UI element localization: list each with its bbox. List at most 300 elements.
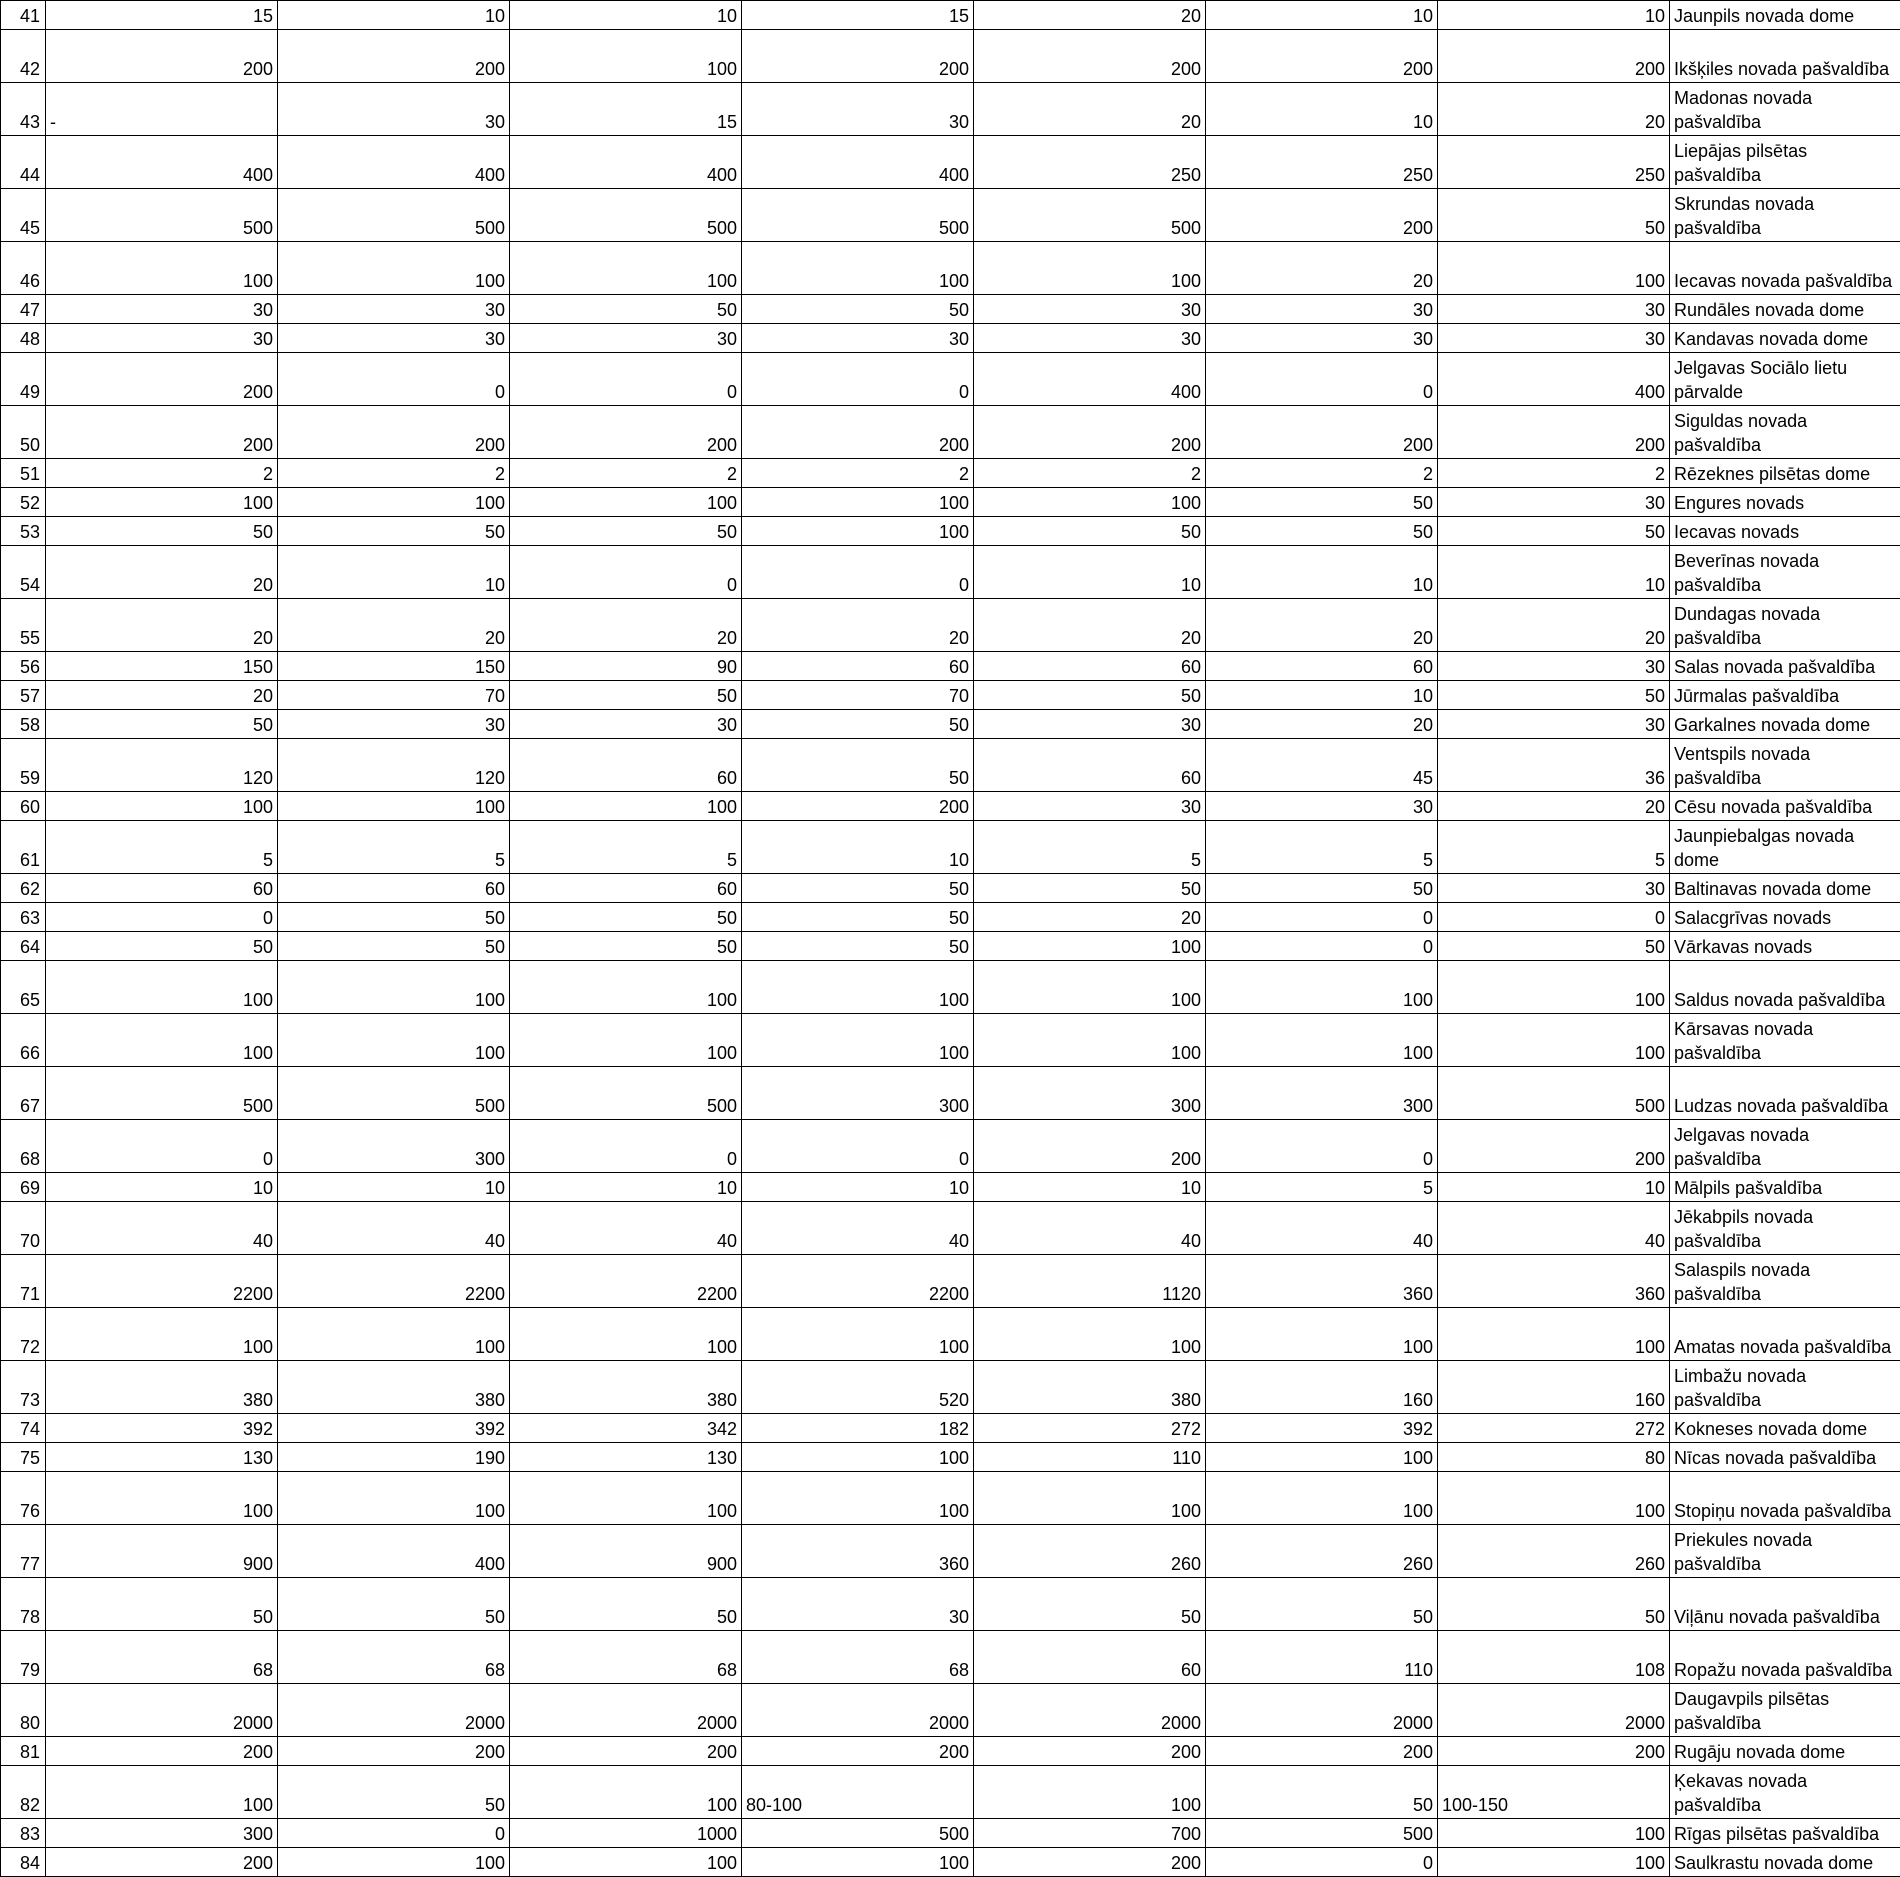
value-cell[interactable]: 70 — [742, 681, 974, 710]
value-cell[interactable]: 100 — [1438, 1308, 1670, 1361]
value-cell[interactable]: 10 — [1438, 1, 1670, 30]
value-cell[interactable]: 50 — [1438, 517, 1670, 546]
value-cell[interactable]: 80 — [1438, 1443, 1670, 1472]
value-cell[interactable]: 0 — [278, 1819, 510, 1848]
value-cell[interactable]: 50 — [742, 710, 974, 739]
value-cell[interactable]: 400 — [278, 136, 510, 189]
value-cell[interactable]: 30 — [1438, 488, 1670, 517]
value-cell[interactable]: 40 — [1206, 1202, 1438, 1255]
value-cell[interactable]: 130 — [46, 1443, 278, 1472]
value-cell[interactable]: 380 — [974, 1361, 1206, 1414]
value-cell[interactable]: 200 — [974, 406, 1206, 459]
row-number-cell[interactable]: 44 — [1, 136, 46, 189]
value-cell[interactable]: 0 — [742, 546, 974, 599]
municipality-name-cell[interactable]: Cēsu novada pašvaldība — [1670, 792, 1900, 821]
row-number-cell[interactable]: 53 — [1, 517, 46, 546]
value-cell[interactable]: 200 — [1206, 1737, 1438, 1766]
value-cell[interactable]: 50 — [278, 517, 510, 546]
row-number-cell[interactable]: 60 — [1, 792, 46, 821]
value-cell[interactable]: 200 — [974, 1737, 1206, 1766]
municipality-name-cell[interactable]: Saulkrastu novada dome — [1670, 1848, 1900, 1877]
value-cell[interactable]: 50 — [1438, 1578, 1670, 1631]
value-cell[interactable]: 200 — [742, 1737, 974, 1766]
value-cell[interactable]: 50 — [1206, 1766, 1438, 1819]
value-cell[interactable]: 900 — [510, 1525, 742, 1578]
row-number-cell[interactable]: 45 — [1, 189, 46, 242]
value-cell[interactable]: 40 — [278, 1202, 510, 1255]
value-cell[interactable]: 100 — [1438, 1848, 1670, 1877]
value-cell[interactable]: 200 — [46, 1848, 278, 1877]
value-cell[interactable]: 200 — [278, 30, 510, 83]
value-cell[interactable]: 50 — [742, 903, 974, 932]
value-cell[interactable]: 200 — [1438, 30, 1670, 83]
row-number-cell[interactable]: 82 — [1, 1766, 46, 1819]
row-number-cell[interactable]: 48 — [1, 324, 46, 353]
value-cell[interactable]: 0 — [1206, 1848, 1438, 1877]
municipality-name-cell[interactable]: Mālpils pašvaldība — [1670, 1173, 1900, 1202]
value-cell[interactable]: 30 — [510, 710, 742, 739]
value-cell[interactable]: 30 — [1206, 324, 1438, 353]
value-cell[interactable]: 5 — [1206, 821, 1438, 874]
value-cell[interactable]: 50 — [46, 710, 278, 739]
value-cell[interactable]: 100 — [1438, 1819, 1670, 1848]
value-cell[interactable]: 260 — [1438, 1525, 1670, 1578]
value-cell[interactable]: 400 — [974, 353, 1206, 406]
value-cell[interactable]: 2 — [1206, 459, 1438, 488]
value-cell[interactable]: 500 — [1206, 1819, 1438, 1848]
municipality-name-cell[interactable]: Baltinavas novada dome — [1670, 874, 1900, 903]
value-cell[interactable]: 2000 — [1206, 1684, 1438, 1737]
value-cell[interactable]: 30 — [1438, 652, 1670, 681]
value-cell[interactable]: 100 — [46, 1308, 278, 1361]
value-cell[interactable]: 50 — [742, 295, 974, 324]
value-cell[interactable]: 100 — [278, 1014, 510, 1067]
value-cell[interactable]: 10 — [974, 546, 1206, 599]
value-cell[interactable]: 500 — [1438, 1067, 1670, 1120]
value-cell[interactable]: 20 — [742, 599, 974, 652]
value-cell[interactable]: 160 — [1438, 1361, 1670, 1414]
value-cell[interactable]: 100 — [46, 1014, 278, 1067]
row-number-cell[interactable]: 52 — [1, 488, 46, 517]
value-cell[interactable]: 100 — [278, 1308, 510, 1361]
value-cell[interactable]: 20 — [1438, 792, 1670, 821]
value-cell[interactable]: 150 — [278, 652, 510, 681]
row-number-cell[interactable]: 80 — [1, 1684, 46, 1737]
row-number-cell[interactable]: 73 — [1, 1361, 46, 1414]
value-cell[interactable]: 10 — [742, 1173, 974, 1202]
value-cell[interactable]: 40 — [46, 1202, 278, 1255]
value-cell[interactable]: 110 — [974, 1443, 1206, 1472]
value-cell[interactable]: 0 — [46, 903, 278, 932]
value-cell[interactable]: 100 — [742, 961, 974, 1014]
value-cell[interactable]: 400 — [510, 136, 742, 189]
value-cell[interactable]: - — [46, 83, 278, 136]
municipality-name-cell[interactable]: Siguldas novada pašvaldība — [1670, 406, 1900, 459]
value-cell[interactable]: 100 — [742, 1014, 974, 1067]
value-cell[interactable]: 360 — [1206, 1255, 1438, 1308]
value-cell[interactable]: 60 — [974, 652, 1206, 681]
value-cell[interactable]: 100 — [974, 488, 1206, 517]
value-cell[interactable]: 100 — [974, 932, 1206, 961]
value-cell[interactable]: 50 — [46, 1578, 278, 1631]
value-cell[interactable]: 200 — [278, 406, 510, 459]
municipality-name-cell[interactable]: Priekules novada pašvaldība — [1670, 1525, 1900, 1578]
value-cell[interactable]: 250 — [1206, 136, 1438, 189]
row-number-cell[interactable]: 65 — [1, 961, 46, 1014]
value-cell[interactable]: 110 — [1206, 1631, 1438, 1684]
municipality-name-cell[interactable]: Ludzas novada pašvaldība — [1670, 1067, 1900, 1120]
row-number-cell[interactable]: 54 — [1, 546, 46, 599]
value-cell[interactable]: 500 — [510, 189, 742, 242]
value-cell[interactable]: 50 — [278, 932, 510, 961]
municipality-name-cell[interactable]: Daugavpils pilsētas pašvaldība — [1670, 1684, 1900, 1737]
value-cell[interactable]: 10 — [1438, 1173, 1670, 1202]
value-cell[interactable]: 100 — [46, 961, 278, 1014]
value-cell[interactable]: 0 — [1206, 353, 1438, 406]
value-cell[interactable]: 120 — [46, 739, 278, 792]
value-cell[interactable]: 100-150 — [1438, 1766, 1670, 1819]
value-cell[interactable]: 2000 — [1438, 1684, 1670, 1737]
value-cell[interactable]: 10 — [510, 1173, 742, 1202]
value-cell[interactable]: 400 — [1438, 353, 1670, 406]
value-cell[interactable]: 10 — [278, 546, 510, 599]
row-number-cell[interactable]: 69 — [1, 1173, 46, 1202]
value-cell[interactable]: 200 — [278, 1737, 510, 1766]
value-cell[interactable]: 100 — [742, 1848, 974, 1877]
value-cell[interactable]: 200 — [1206, 30, 1438, 83]
value-cell[interactable]: 392 — [46, 1414, 278, 1443]
value-cell[interactable]: 60 — [510, 874, 742, 903]
municipality-name-cell[interactable]: Engures novads — [1670, 488, 1900, 517]
value-cell[interactable]: 50 — [510, 295, 742, 324]
value-cell[interactable]: 100 — [742, 517, 974, 546]
value-cell[interactable]: 70 — [278, 681, 510, 710]
value-cell[interactable]: 100 — [974, 1766, 1206, 1819]
value-cell[interactable]: 100 — [46, 792, 278, 821]
value-cell[interactable]: 30 — [46, 295, 278, 324]
value-cell[interactable]: 2 — [510, 459, 742, 488]
value-cell[interactable]: 50 — [510, 932, 742, 961]
value-cell[interactable]: 10 — [278, 1, 510, 30]
value-cell[interactable]: 100 — [1206, 1014, 1438, 1067]
value-cell[interactable]: 100 — [278, 961, 510, 1014]
value-cell[interactable]: 30 — [1438, 324, 1670, 353]
value-cell[interactable]: 0 — [1206, 1120, 1438, 1173]
value-cell[interactable]: 250 — [974, 136, 1206, 189]
value-cell[interactable]: 100 — [46, 1472, 278, 1525]
value-cell[interactable]: 20 — [1438, 83, 1670, 136]
value-cell[interactable]: 50 — [742, 932, 974, 961]
value-cell[interactable]: 50 — [742, 739, 974, 792]
value-cell[interactable]: 30 — [742, 324, 974, 353]
value-cell[interactable]: 100 — [510, 1014, 742, 1067]
row-number-cell[interactable]: 66 — [1, 1014, 46, 1067]
value-cell[interactable]: 40 — [510, 1202, 742, 1255]
value-cell[interactable]: 30 — [742, 83, 974, 136]
municipality-name-cell[interactable]: Vārkavas novads — [1670, 932, 1900, 961]
value-cell[interactable]: 45 — [1206, 739, 1438, 792]
value-cell[interactable]: 100 — [1206, 961, 1438, 1014]
value-cell[interactable]: 272 — [1438, 1414, 1670, 1443]
value-cell[interactable]: 250 — [1438, 136, 1670, 189]
value-cell[interactable]: 30 — [1206, 295, 1438, 324]
value-cell[interactable]: 30 — [1438, 874, 1670, 903]
value-cell[interactable]: 30 — [278, 295, 510, 324]
value-cell[interactable]: 200 — [46, 406, 278, 459]
value-cell[interactable]: 2 — [742, 459, 974, 488]
value-cell[interactable]: 400 — [742, 136, 974, 189]
value-cell[interactable]: 0 — [742, 353, 974, 406]
value-cell[interactable]: 50 — [1206, 517, 1438, 546]
row-number-cell[interactable]: 78 — [1, 1578, 46, 1631]
value-cell[interactable]: 30 — [510, 324, 742, 353]
municipality-name-cell[interactable]: Salacgrīvas novads — [1670, 903, 1900, 932]
value-cell[interactable]: 30 — [46, 324, 278, 353]
value-cell[interactable]: 300 — [974, 1067, 1206, 1120]
value-cell[interactable]: 100 — [510, 1766, 742, 1819]
municipality-name-cell[interactable]: Stopiņu novada pašvaldība — [1670, 1472, 1900, 1525]
value-cell[interactable]: 50 — [46, 932, 278, 961]
row-number-cell[interactable]: 72 — [1, 1308, 46, 1361]
value-cell[interactable]: 100 — [46, 1766, 278, 1819]
value-cell[interactable]: 100 — [742, 488, 974, 517]
row-number-cell[interactable]: 59 — [1, 739, 46, 792]
municipality-name-cell[interactable]: Kokneses novada dome — [1670, 1414, 1900, 1443]
row-number-cell[interactable]: 57 — [1, 681, 46, 710]
value-cell[interactable]: 50 — [278, 1766, 510, 1819]
row-number-cell[interactable]: 46 — [1, 242, 46, 295]
value-cell[interactable]: 360 — [742, 1525, 974, 1578]
row-number-cell[interactable]: 77 — [1, 1525, 46, 1578]
value-cell[interactable]: 20 — [974, 599, 1206, 652]
value-cell[interactable]: 68 — [510, 1631, 742, 1684]
row-number-cell[interactable]: 50 — [1, 406, 46, 459]
value-cell[interactable]: 15 — [46, 1, 278, 30]
value-cell[interactable]: 100 — [510, 242, 742, 295]
value-cell[interactable]: 100 — [1206, 1308, 1438, 1361]
value-cell[interactable]: 5 — [1206, 1173, 1438, 1202]
value-cell[interactable]: 50 — [974, 681, 1206, 710]
value-cell[interactable]: 2 — [46, 459, 278, 488]
value-cell[interactable]: 20 — [46, 681, 278, 710]
row-number-cell[interactable]: 79 — [1, 1631, 46, 1684]
value-cell[interactable]: 400 — [46, 136, 278, 189]
municipality-name-cell[interactable]: Iecavas novads — [1670, 517, 1900, 546]
value-cell[interactable]: 200 — [1206, 189, 1438, 242]
value-cell[interactable]: 15 — [742, 1, 974, 30]
value-cell[interactable]: 200 — [974, 1120, 1206, 1173]
value-cell[interactable]: 50 — [974, 1578, 1206, 1631]
value-cell[interactable]: 300 — [46, 1819, 278, 1848]
value-cell[interactable]: 5 — [46, 821, 278, 874]
value-cell[interactable]: 190 — [278, 1443, 510, 1472]
value-cell[interactable]: 2 — [1438, 459, 1670, 488]
municipality-name-cell[interactable]: Jaunpiebalgas novada dome — [1670, 821, 1900, 874]
value-cell[interactable]: 100 — [278, 242, 510, 295]
value-cell[interactable]: 30 — [974, 295, 1206, 324]
value-cell[interactable]: 2000 — [742, 1684, 974, 1737]
value-cell[interactable]: 500 — [742, 1819, 974, 1848]
value-cell[interactable]: 2200 — [278, 1255, 510, 1308]
value-cell[interactable]: 100 — [278, 488, 510, 517]
municipality-name-cell[interactable]: Iecavas novada pašvaldība — [1670, 242, 1900, 295]
value-cell[interactable]: 50 — [1206, 1578, 1438, 1631]
value-cell[interactable]: 40 — [742, 1202, 974, 1255]
value-cell[interactable]: 2200 — [510, 1255, 742, 1308]
value-cell[interactable]: 90 — [510, 652, 742, 681]
value-cell[interactable]: 130 — [510, 1443, 742, 1472]
municipality-name-cell[interactable]: Salaspils novada pašvaldība — [1670, 1255, 1900, 1308]
municipality-name-cell[interactable]: Nīcas novada pašvaldība — [1670, 1443, 1900, 1472]
municipality-name-cell[interactable]: Ikšķiles novada pašvaldība — [1670, 30, 1900, 83]
value-cell[interactable]: 0 — [1206, 932, 1438, 961]
value-cell[interactable]: 100 — [46, 488, 278, 517]
value-cell[interactable]: 100 — [510, 1848, 742, 1877]
value-cell[interactable]: 50 — [510, 903, 742, 932]
value-cell[interactable]: 100 — [1438, 1014, 1670, 1067]
value-cell[interactable]: 2 — [278, 459, 510, 488]
value-cell[interactable]: 5 — [974, 821, 1206, 874]
value-cell[interactable]: 30 — [278, 324, 510, 353]
value-cell[interactable]: 100 — [510, 1308, 742, 1361]
value-cell[interactable]: 108 — [1438, 1631, 1670, 1684]
row-number-cell[interactable]: 61 — [1, 821, 46, 874]
value-cell[interactable]: 0 — [742, 1120, 974, 1173]
value-cell[interactable]: 200 — [1438, 1120, 1670, 1173]
municipality-name-cell[interactable]: Rundāles novada dome — [1670, 295, 1900, 324]
value-cell[interactable]: 100 — [974, 961, 1206, 1014]
value-cell[interactable]: 20 — [278, 599, 510, 652]
value-cell[interactable]: 200 — [46, 353, 278, 406]
value-cell[interactable]: 0 — [1438, 903, 1670, 932]
value-cell[interactable]: 260 — [1206, 1525, 1438, 1578]
value-cell[interactable]: 2000 — [278, 1684, 510, 1737]
value-cell[interactable]: 5 — [1438, 821, 1670, 874]
value-cell[interactable]: 50 — [974, 874, 1206, 903]
value-cell[interactable]: 500 — [742, 189, 974, 242]
municipality-name-cell[interactable]: Dundagas novada pašvaldība — [1670, 599, 1900, 652]
value-cell[interactable]: 68 — [742, 1631, 974, 1684]
value-cell[interactable]: 20 — [46, 546, 278, 599]
value-cell[interactable]: 0 — [510, 546, 742, 599]
value-cell[interactable]: 50 — [1206, 488, 1438, 517]
value-cell[interactable]: 100 — [742, 1308, 974, 1361]
value-cell[interactable]: 50 — [1438, 932, 1670, 961]
value-cell[interactable]: 400 — [278, 1525, 510, 1578]
municipality-name-cell[interactable]: Rēzeknes pilsētas dome — [1670, 459, 1900, 488]
value-cell[interactable]: 30 — [742, 1578, 974, 1631]
value-cell[interactable]: 50 — [510, 1578, 742, 1631]
value-cell[interactable]: 10 — [974, 1173, 1206, 1202]
value-cell[interactable]: 100 — [510, 488, 742, 517]
value-cell[interactable]: 100 — [974, 242, 1206, 295]
value-cell[interactable]: 5 — [278, 821, 510, 874]
value-cell[interactable]: 20 — [1206, 710, 1438, 739]
value-cell[interactable]: 260 — [974, 1525, 1206, 1578]
value-cell[interactable]: 200 — [1438, 406, 1670, 459]
value-cell[interactable]: 100 — [278, 1472, 510, 1525]
value-cell[interactable]: 36 — [1438, 739, 1670, 792]
value-cell[interactable]: 100 — [1438, 961, 1670, 1014]
row-number-cell[interactable]: 74 — [1, 1414, 46, 1443]
value-cell[interactable]: 1120 — [974, 1255, 1206, 1308]
row-number-cell[interactable]: 56 — [1, 652, 46, 681]
value-cell[interactable]: 50 — [510, 681, 742, 710]
municipality-name-cell[interactable]: Limbažu novada pašvaldība — [1670, 1361, 1900, 1414]
row-number-cell[interactable]: 49 — [1, 353, 46, 406]
value-cell[interactable]: 500 — [278, 1067, 510, 1120]
value-cell[interactable]: 100 — [742, 242, 974, 295]
municipality-name-cell[interactable]: Kārsavas novada pašvaldība — [1670, 1014, 1900, 1067]
value-cell[interactable]: 10 — [46, 1173, 278, 1202]
value-cell[interactable]: 80-100 — [742, 1766, 974, 1819]
value-cell[interactable]: 40 — [1438, 1202, 1670, 1255]
municipality-name-cell[interactable]: Saldus novada pašvaldība — [1670, 961, 1900, 1014]
value-cell[interactable]: 300 — [742, 1067, 974, 1120]
value-cell[interactable]: 500 — [46, 1067, 278, 1120]
value-cell[interactable]: 0 — [1206, 903, 1438, 932]
value-cell[interactable]: 100 — [974, 1472, 1206, 1525]
value-cell[interactable]: 10 — [1206, 83, 1438, 136]
municipality-name-cell[interactable]: Rīgas pilsētas pašvaldība — [1670, 1819, 1900, 1848]
value-cell[interactable]: 500 — [46, 189, 278, 242]
municipality-name-cell[interactable]: Viļānu novada pašvaldība — [1670, 1578, 1900, 1631]
value-cell[interactable]: 160 — [1206, 1361, 1438, 1414]
municipality-name-cell[interactable]: Ventspils novada pašvaldība — [1670, 739, 1900, 792]
value-cell[interactable]: 60 — [974, 1631, 1206, 1684]
value-cell[interactable]: 20 — [1206, 599, 1438, 652]
value-cell[interactable]: 100 — [742, 1443, 974, 1472]
value-cell[interactable]: 392 — [1206, 1414, 1438, 1443]
value-cell[interactable]: 2200 — [46, 1255, 278, 1308]
value-cell[interactable]: 68 — [278, 1631, 510, 1684]
value-cell[interactable]: 100 — [510, 961, 742, 1014]
value-cell[interactable]: 272 — [974, 1414, 1206, 1443]
value-cell[interactable]: 60 — [278, 874, 510, 903]
value-cell[interactable]: 20 — [974, 1, 1206, 30]
value-cell[interactable]: 30 — [1438, 710, 1670, 739]
value-cell[interactable]: 200 — [1438, 1737, 1670, 1766]
value-cell[interactable]: 380 — [510, 1361, 742, 1414]
row-number-cell[interactable]: 81 — [1, 1737, 46, 1766]
value-cell[interactable]: 60 — [46, 874, 278, 903]
value-cell[interactable]: 50 — [278, 1578, 510, 1631]
value-cell[interactable]: 30 — [278, 710, 510, 739]
value-cell[interactable]: 300 — [1206, 1067, 1438, 1120]
row-number-cell[interactable]: 64 — [1, 932, 46, 961]
row-number-cell[interactable]: 62 — [1, 874, 46, 903]
value-cell[interactable]: 50 — [1206, 874, 1438, 903]
value-cell[interactable]: 20 — [1438, 599, 1670, 652]
row-number-cell[interactable]: 76 — [1, 1472, 46, 1525]
value-cell[interactable]: 60 — [510, 739, 742, 792]
value-cell[interactable]: 100 — [278, 1848, 510, 1877]
municipality-name-cell[interactable]: Rugāju novada dome — [1670, 1737, 1900, 1766]
row-number-cell[interactable]: 68 — [1, 1120, 46, 1173]
value-cell[interactable]: 200 — [46, 30, 278, 83]
row-number-cell[interactable]: 63 — [1, 903, 46, 932]
row-number-cell[interactable]: 51 — [1, 459, 46, 488]
value-cell[interactable]: 10 — [510, 1, 742, 30]
value-cell[interactable]: 68 — [46, 1631, 278, 1684]
value-cell[interactable]: 392 — [278, 1414, 510, 1443]
row-number-cell[interactable]: 43 — [1, 83, 46, 136]
value-cell[interactable]: 10 — [1206, 1, 1438, 30]
value-cell[interactable]: 200 — [1206, 406, 1438, 459]
municipality-name-cell[interactable]: Jūrmalas pašvaldība — [1670, 681, 1900, 710]
value-cell[interactable]: 60 — [974, 739, 1206, 792]
value-cell[interactable]: 520 — [742, 1361, 974, 1414]
